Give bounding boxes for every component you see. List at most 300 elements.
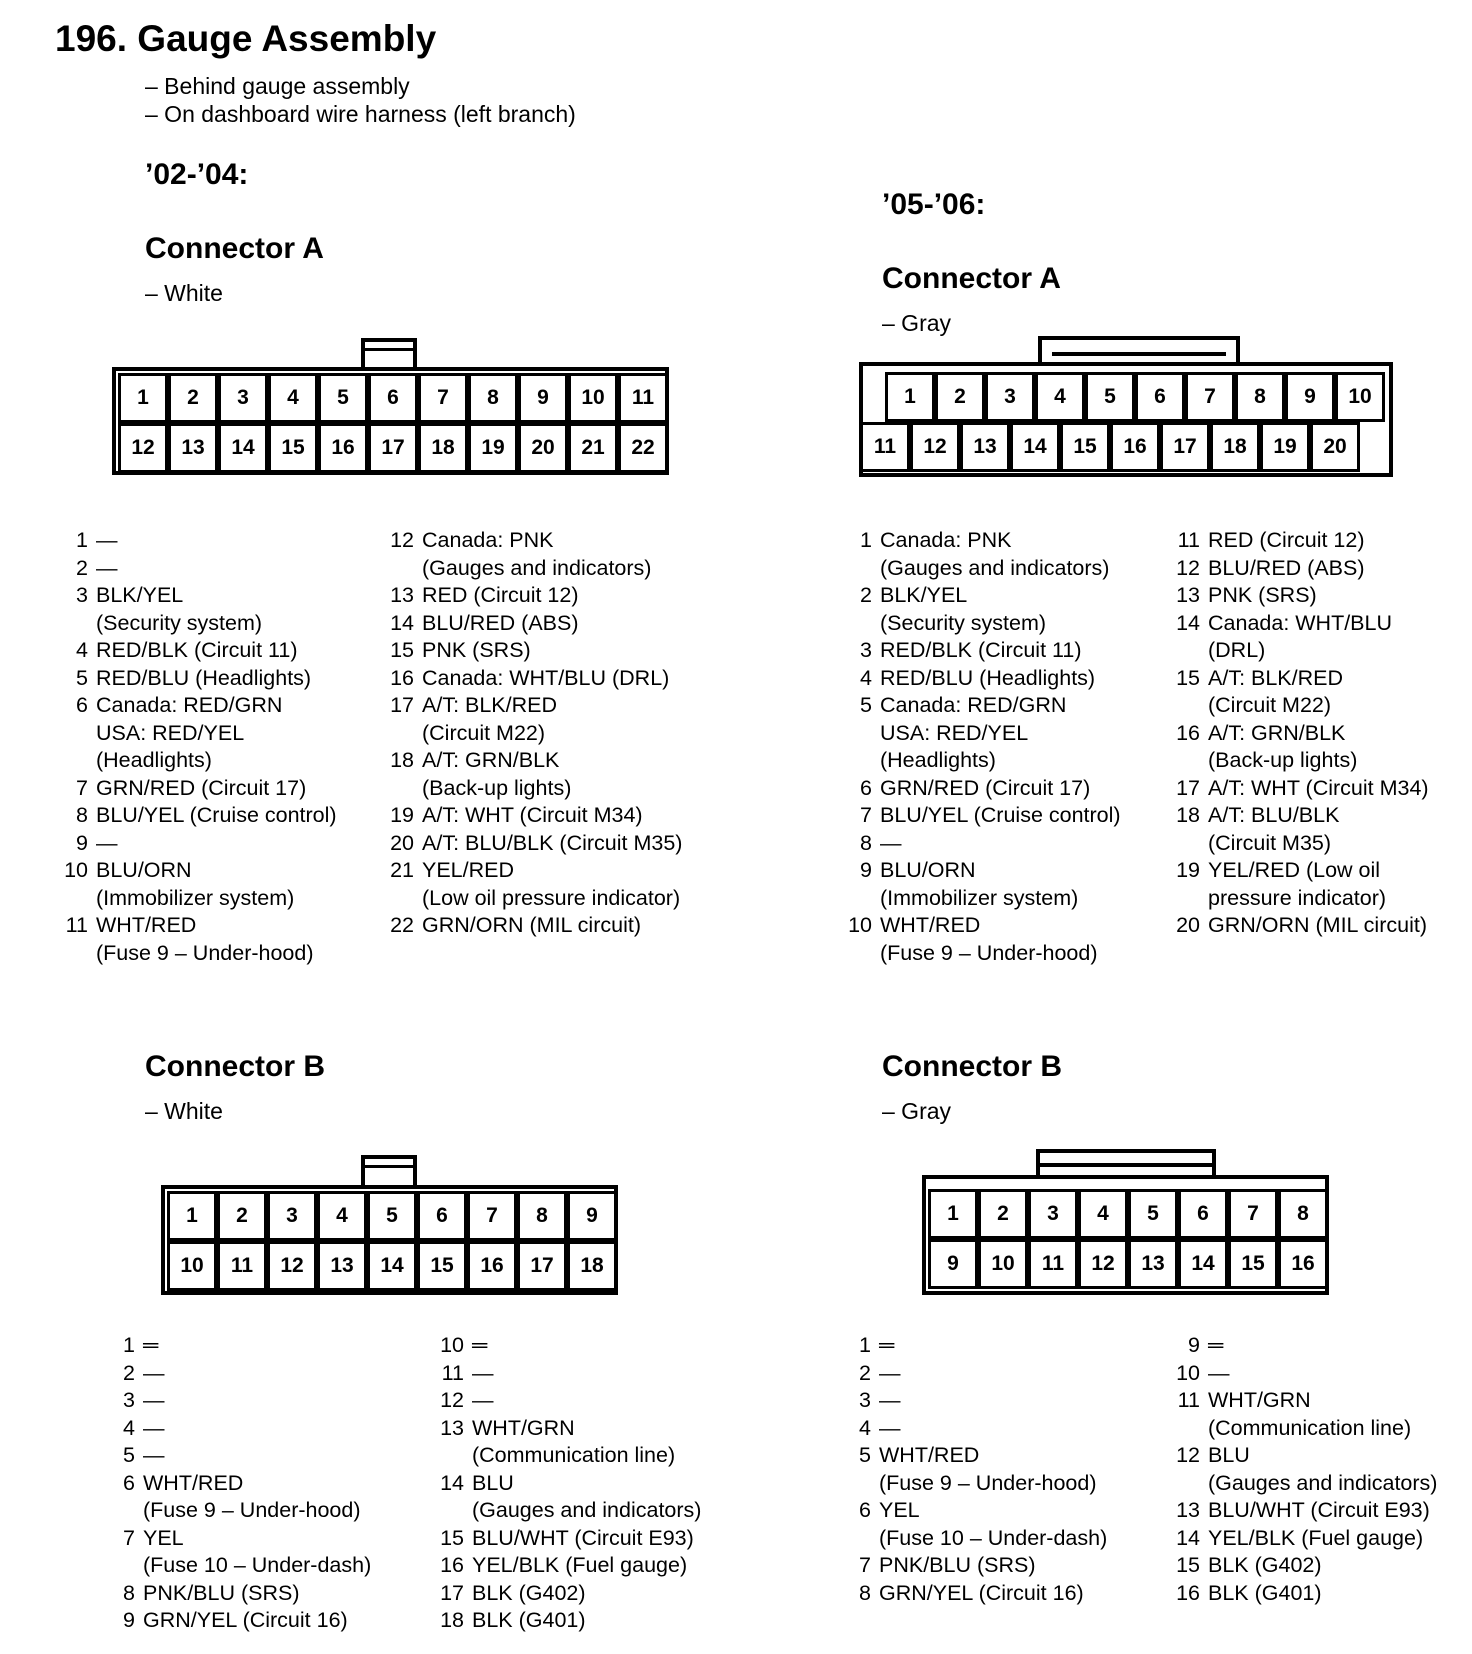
pin-entry bbox=[1174, 665, 1429, 720]
pin-cell: 14 bbox=[367, 1241, 417, 1291]
pin-desc: Canada: WHT/BLU (DRL) bbox=[422, 665, 670, 690]
connector-a-pins-0204-left bbox=[62, 527, 337, 967]
connector-a-diagram-0204 bbox=[112, 367, 669, 475]
pin-number: 4 bbox=[860, 665, 872, 690]
pin-entry bbox=[438, 1415, 701, 1470]
pin-cell: 10 bbox=[1335, 372, 1385, 422]
pin-entry bbox=[848, 857, 1121, 912]
pin-entry bbox=[388, 637, 682, 665]
pin-desc: A/T: BLU/BLK (Circuit M35) bbox=[1208, 803, 1340, 855]
pin-entry bbox=[1174, 1332, 1437, 1360]
pin-number: 6 bbox=[859, 1498, 871, 1522]
pin-number: 4 bbox=[123, 1415, 135, 1440]
pin-cell: 1 bbox=[118, 373, 168, 423]
location-2: – On dashboard wire harness (left branch) bbox=[145, 101, 576, 127]
pin-entry bbox=[62, 857, 337, 912]
pin-number: 9 bbox=[1188, 1333, 1200, 1357]
pin-number: 15 bbox=[440, 1525, 464, 1550]
pin-number: 10 bbox=[1176, 1360, 1200, 1385]
connector-a-title-0204: Connector A bbox=[145, 232, 324, 265]
pin-number: 18 bbox=[440, 1608, 464, 1632]
connector-b-diagram-0506 bbox=[922, 1175, 1329, 1295]
pin-cell: 7 bbox=[467, 1191, 517, 1241]
page-title: 196. Gauge Assembly bbox=[55, 18, 437, 59]
pin-entry bbox=[848, 582, 1121, 637]
pin-entry bbox=[388, 582, 682, 610]
pin-cell: 19 bbox=[468, 423, 518, 473]
pin-desc: ═ bbox=[143, 1333, 159, 1357]
pin-number: 6 bbox=[860, 775, 872, 800]
pin-cell: 9 bbox=[518, 373, 568, 423]
pin-desc: WHT/GRN (Communication line) bbox=[1208, 1388, 1412, 1440]
pin-desc: A/T: BLU/BLK (Circuit M35) bbox=[422, 830, 683, 855]
pin-cell: 10 bbox=[978, 1239, 1028, 1289]
pin-cell: 14 bbox=[218, 423, 268, 473]
pin-cell: 8 bbox=[1235, 372, 1285, 422]
pin-number: 4 bbox=[859, 1415, 871, 1440]
pin-number: 10 bbox=[64, 858, 88, 882]
pin-number: 8 bbox=[123, 1580, 135, 1605]
pin-entry bbox=[848, 665, 1121, 693]
pin-number: 13 bbox=[390, 583, 414, 607]
pin-entry bbox=[438, 1387, 701, 1415]
pin-desc: PNK (SRS) bbox=[1208, 583, 1317, 607]
pin-number: 1 bbox=[860, 528, 872, 552]
pin-number: 7 bbox=[76, 775, 88, 800]
pin-entry bbox=[388, 830, 682, 858]
pin-cell: 11 bbox=[1028, 1239, 1078, 1289]
pin-desc: BLU/YEL (Cruise control) bbox=[96, 803, 337, 827]
cells bbox=[928, 1189, 1328, 1289]
pin-entry bbox=[1174, 1497, 1437, 1525]
cells bbox=[167, 1191, 617, 1291]
pin-entry bbox=[849, 1387, 1107, 1415]
pin-entry bbox=[388, 802, 682, 830]
pin-cell: 12 bbox=[1078, 1239, 1128, 1289]
pin-cell: 1 bbox=[928, 1189, 978, 1239]
pin-cell: 3 bbox=[1028, 1189, 1078, 1239]
pin-desc: — bbox=[472, 1388, 494, 1412]
pin-desc: RED (Circuit 12) bbox=[422, 583, 579, 607]
pin-cell: 18 bbox=[1210, 422, 1260, 472]
pin-desc: — bbox=[143, 1388, 165, 1412]
pin-cell: 14 bbox=[1010, 422, 1060, 472]
cells bbox=[118, 373, 668, 473]
connector-a-color-0204: – White bbox=[145, 280, 223, 306]
pin-number: 8 bbox=[76, 803, 88, 827]
pin-desc: BLU/WHT (Circuit E93) bbox=[472, 1525, 694, 1550]
pin-desc: YEL/RED (Low oil pressure indicator) bbox=[422, 858, 681, 910]
pin-entry bbox=[438, 1470, 701, 1525]
pin-entry bbox=[113, 1360, 371, 1388]
pin-number: 3 bbox=[859, 1388, 871, 1412]
pin-cell: 17 bbox=[517, 1241, 567, 1291]
pin-number: 10 bbox=[848, 913, 872, 937]
pin-number: 15 bbox=[1176, 665, 1200, 690]
pin-desc: BLK/YEL (Security system) bbox=[880, 583, 1047, 635]
pin-number: 1 bbox=[123, 1333, 135, 1357]
pin-desc: BLU/RED (ABS) bbox=[1208, 555, 1365, 580]
pin-cell: 5 bbox=[367, 1191, 417, 1241]
pin-number: 6 bbox=[76, 693, 88, 717]
pin-desc: WHT/GRN (Communication line) bbox=[472, 1415, 676, 1467]
pin-cell: 13 bbox=[317, 1241, 367, 1291]
pin-number: 16 bbox=[390, 665, 414, 690]
pin-cell: 20 bbox=[1310, 422, 1360, 472]
pin-number: 20 bbox=[1176, 913, 1200, 937]
pin-desc: PNK (SRS) bbox=[422, 638, 531, 662]
pin-cell: 5 bbox=[318, 373, 368, 423]
pin-cell: 8 bbox=[1278, 1189, 1328, 1239]
pin-entry bbox=[438, 1580, 701, 1608]
pin-number: 1 bbox=[859, 1333, 871, 1357]
pin-cell: 12 bbox=[267, 1241, 317, 1291]
pin-entry bbox=[113, 1470, 371, 1525]
pin-desc: — bbox=[879, 1415, 901, 1440]
pin-cell: 13 bbox=[960, 422, 1010, 472]
pin-desc: BLU/WHT (Circuit E93) bbox=[1208, 1498, 1430, 1522]
year-label-0506: ’05-’06: bbox=[882, 188, 986, 221]
pin-number: 17 bbox=[440, 1580, 464, 1605]
connector-b-pins-0506-right bbox=[1174, 1332, 1437, 1607]
pin-desc: WHT/RED (Fuse 9 – Under-hood) bbox=[96, 913, 314, 965]
pin-entry bbox=[848, 637, 1121, 665]
pin-desc: — bbox=[143, 1443, 165, 1467]
pin-number: 18 bbox=[390, 748, 414, 772]
pin-desc: GRN/YEL (Circuit 16) bbox=[879, 1580, 1084, 1605]
pin-cell: 4 bbox=[1035, 372, 1085, 422]
pin-entry bbox=[849, 1332, 1107, 1360]
pin-cell: 18 bbox=[567, 1241, 617, 1291]
pin-entry bbox=[438, 1360, 701, 1388]
pin-cell: 6 bbox=[1135, 372, 1185, 422]
pin-desc: BLK (G401) bbox=[472, 1608, 586, 1632]
pin-entry bbox=[1174, 555, 1429, 583]
connector-a-pins-0204-right bbox=[388, 527, 682, 940]
pin-number: 4 bbox=[76, 638, 88, 662]
pin-desc: BLU (Gauges and indicators) bbox=[472, 1470, 702, 1522]
pin-cell: 8 bbox=[468, 373, 518, 423]
pin-entry bbox=[1174, 1580, 1437, 1608]
pin-entry bbox=[438, 1552, 701, 1580]
pin-desc: BLU (Gauges and indicators) bbox=[1208, 1443, 1438, 1495]
pin-number: 12 bbox=[1176, 1443, 1200, 1467]
pin-cell: 12 bbox=[118, 423, 168, 473]
pin-number: 10 bbox=[440, 1333, 464, 1357]
pin-number: 2 bbox=[859, 1360, 871, 1385]
connector-a-pins-0506-right bbox=[1174, 527, 1429, 940]
pin-desc: BLU/ORN (Immobilizer system) bbox=[880, 858, 1079, 910]
pin-desc: — bbox=[96, 830, 118, 855]
pin-desc: GRN/RED (Circuit 17) bbox=[880, 775, 1091, 800]
pin-entry bbox=[848, 802, 1121, 830]
pin-number: 17 bbox=[390, 693, 414, 717]
pin-number: 6 bbox=[123, 1470, 135, 1495]
pin-cell: 14 bbox=[1178, 1239, 1228, 1289]
pin-number: 13 bbox=[1176, 583, 1200, 607]
pin-cell: 22 bbox=[618, 423, 668, 473]
pin-number: 9 bbox=[860, 858, 872, 882]
pin-desc: YEL/BLK (Fuel gauge) bbox=[472, 1553, 688, 1577]
pin-desc: PNK/BLU (SRS) bbox=[879, 1553, 1036, 1577]
pin-entry bbox=[62, 830, 337, 858]
pin-entry bbox=[62, 912, 337, 967]
pin-desc: A/T: WHT (Circuit M34) bbox=[422, 803, 643, 827]
pin-cell: 15 bbox=[417, 1241, 467, 1291]
pin-entry bbox=[113, 1580, 371, 1608]
pin-number: 14 bbox=[1176, 1525, 1200, 1550]
pin-number: 1 bbox=[76, 528, 88, 552]
pin-cell: 6 bbox=[1178, 1189, 1228, 1239]
pin-cell: 2 bbox=[978, 1189, 1028, 1239]
pin-number: 16 bbox=[1176, 720, 1200, 745]
pin-number: 12 bbox=[390, 528, 414, 552]
pin-cell: 4 bbox=[268, 373, 318, 423]
pin-number: 22 bbox=[390, 913, 414, 937]
pin-entry bbox=[388, 610, 682, 638]
pin-desc: RED/BLU (Headlights) bbox=[880, 665, 1096, 690]
pin-entry bbox=[113, 1607, 371, 1635]
pin-entry bbox=[849, 1442, 1107, 1497]
pin-number: 12 bbox=[1176, 555, 1200, 580]
pin-entry bbox=[848, 692, 1121, 775]
pin-entry bbox=[849, 1552, 1107, 1580]
pin-entry bbox=[113, 1442, 371, 1470]
connector-b-title-0506: Connector B bbox=[882, 1050, 1062, 1083]
pin-entry bbox=[113, 1525, 371, 1580]
pin-number: 21 bbox=[390, 858, 414, 882]
pin-number: 11 bbox=[1177, 528, 1200, 552]
pin-desc: ═ bbox=[879, 1333, 895, 1357]
pin-number: 5 bbox=[859, 1443, 871, 1467]
pin-number: 5 bbox=[860, 693, 872, 717]
pin-entry bbox=[848, 830, 1121, 858]
pin-cell: 15 bbox=[1228, 1239, 1278, 1289]
pin-cell: 7 bbox=[1228, 1189, 1278, 1239]
pin-cell: 21 bbox=[568, 423, 618, 473]
pin-cell: 3 bbox=[985, 372, 1035, 422]
pin-desc: — bbox=[880, 830, 902, 855]
pin-desc: YEL (Fuse 10 – Under-dash) bbox=[143, 1525, 372, 1577]
pin-cell: 9 bbox=[567, 1191, 617, 1241]
pin-desc: RED/BLK (Circuit 11) bbox=[96, 638, 298, 662]
pin-number: 3 bbox=[860, 638, 872, 662]
pin-cell: 8 bbox=[517, 1191, 567, 1241]
connector-b-color-0506: – Gray bbox=[882, 1098, 952, 1124]
pin-cell: 19 bbox=[1260, 422, 1310, 472]
pin-desc: BLK (G402) bbox=[472, 1580, 586, 1605]
pin-number: 14 bbox=[1176, 610, 1200, 635]
pin-number: 7 bbox=[860, 803, 872, 827]
connector-a-diagram-0506 bbox=[859, 362, 1393, 477]
connector-b-color-0204: – White bbox=[145, 1098, 223, 1124]
pin-number: 7 bbox=[859, 1553, 871, 1577]
pin-entry bbox=[1174, 527, 1429, 555]
pin-desc: A/T: BLK/RED (Circuit M22) bbox=[422, 693, 558, 745]
pin-number: 2 bbox=[76, 555, 88, 580]
pin-cell: 16 bbox=[318, 423, 368, 473]
pin-cell: 6 bbox=[417, 1191, 467, 1241]
pin-number: 3 bbox=[123, 1388, 135, 1412]
pin-number: 2 bbox=[123, 1360, 135, 1385]
pin-desc: YEL/RED (Low oil pressure indicator) bbox=[1208, 858, 1387, 910]
pin-entry bbox=[848, 527, 1121, 582]
pin-number: 19 bbox=[1176, 858, 1200, 882]
pin-cell: 4 bbox=[317, 1191, 367, 1241]
pin-cell: 5 bbox=[1085, 372, 1135, 422]
pin-desc: PNK/BLU (SRS) bbox=[143, 1580, 300, 1605]
pin-cell: 11 bbox=[217, 1241, 267, 1291]
pin-cell: 15 bbox=[268, 423, 318, 473]
pin-number: 13 bbox=[1176, 1498, 1200, 1522]
pin-entry bbox=[1174, 775, 1429, 803]
pin-desc: GRN/ORN (MIL circuit) bbox=[1208, 913, 1427, 937]
cells bbox=[860, 422, 1360, 472]
pin-desc: A/T: GRN/BLK (Back-up lights) bbox=[422, 748, 572, 800]
pin-entry bbox=[62, 582, 337, 637]
pin-entry bbox=[1174, 857, 1429, 912]
pin-entry bbox=[849, 1497, 1107, 1552]
pin-cell: 11 bbox=[860, 422, 910, 472]
pin-number: 13 bbox=[440, 1415, 464, 1440]
pin-desc: BLK (G402) bbox=[1208, 1553, 1322, 1577]
pin-desc: — bbox=[143, 1415, 165, 1440]
pin-desc: A/T: GRN/BLK (Back-up lights) bbox=[1208, 720, 1358, 772]
pin-entry bbox=[438, 1607, 701, 1635]
pin-entry bbox=[1174, 1442, 1437, 1497]
connector-a-color-0506: – Gray bbox=[882, 310, 952, 336]
pin-entry bbox=[62, 692, 337, 775]
pin-number: 8 bbox=[859, 1580, 871, 1605]
connector-b-pins-0506-left bbox=[849, 1332, 1107, 1607]
pin-entry bbox=[1174, 1552, 1437, 1580]
pin-cell: 5 bbox=[1128, 1189, 1178, 1239]
pin-cell: 10 bbox=[568, 373, 618, 423]
pin-number: 8 bbox=[860, 830, 872, 855]
pin-number: 7 bbox=[123, 1525, 135, 1550]
pin-desc: YEL/BLK (Fuel gauge) bbox=[1208, 1525, 1424, 1550]
pin-number: 9 bbox=[123, 1608, 135, 1632]
connector-a-title-0506: Connector A bbox=[882, 262, 1061, 295]
pin-cell: 2 bbox=[935, 372, 985, 422]
pin-cell: 18 bbox=[418, 423, 468, 473]
pin-cell: 2 bbox=[168, 373, 218, 423]
pin-desc: RED/BLU (Headlights) bbox=[96, 665, 312, 690]
pin-desc: — bbox=[96, 528, 118, 552]
pin-cell: 20 bbox=[518, 423, 568, 473]
connector-b-diagram-0204 bbox=[161, 1185, 618, 1295]
pin-entry bbox=[1174, 582, 1429, 610]
connector-a-pins-0506-left bbox=[848, 527, 1121, 967]
pin-entry bbox=[848, 775, 1121, 803]
pin-number: 19 bbox=[390, 803, 414, 827]
pin-cell: 15 bbox=[1060, 422, 1110, 472]
pin-entry bbox=[62, 637, 337, 665]
pin-cell: 10 bbox=[167, 1241, 217, 1291]
pin-number: 5 bbox=[123, 1443, 135, 1467]
pin-entry bbox=[1174, 802, 1429, 857]
pin-desc: ═ bbox=[1208, 1333, 1224, 1357]
pin-cell: 16 bbox=[1110, 422, 1160, 472]
pin-number: 14 bbox=[440, 1470, 464, 1495]
pin-desc: A/T: BLK/RED (Circuit M22) bbox=[1208, 665, 1344, 717]
pin-cell: 3 bbox=[218, 373, 268, 423]
pin-cell: 12 bbox=[910, 422, 960, 472]
pin-entry bbox=[388, 692, 682, 747]
pin-number: 12 bbox=[440, 1388, 464, 1412]
pin-desc: RED/BLK (Circuit 11) bbox=[880, 638, 1082, 662]
pin-cell: 7 bbox=[1185, 372, 1235, 422]
pin-entry bbox=[849, 1580, 1107, 1608]
pin-cell: 17 bbox=[368, 423, 418, 473]
pin-desc: BLK/YEL (Security system) bbox=[96, 583, 263, 635]
pin-entry bbox=[1174, 1360, 1437, 1388]
pin-entry bbox=[1174, 1387, 1437, 1442]
pin-entry bbox=[1174, 912, 1429, 940]
pin-number: 18 bbox=[1176, 803, 1200, 827]
pin-entry bbox=[62, 555, 337, 583]
pin-entry bbox=[113, 1387, 371, 1415]
connector-b-pins-0204-left bbox=[113, 1332, 371, 1635]
pin-entry bbox=[62, 527, 337, 555]
pin-desc: YEL (Fuse 10 – Under-dash) bbox=[879, 1498, 1108, 1550]
pin-cell: 1 bbox=[167, 1191, 217, 1241]
pin-number: 9 bbox=[76, 830, 88, 855]
pin-number: 2 bbox=[860, 583, 872, 607]
pin-number: 20 bbox=[390, 830, 414, 855]
pin-cell: 17 bbox=[1160, 422, 1210, 472]
pin-number: 15 bbox=[1176, 1553, 1200, 1577]
pin-entry bbox=[848, 912, 1121, 967]
pin-entry bbox=[62, 802, 337, 830]
pin-entry bbox=[1174, 720, 1429, 775]
connector-b-pins-0204-right bbox=[438, 1332, 701, 1635]
pin-desc: Canada: PNK (Gauges and indicators) bbox=[422, 528, 652, 580]
pin-entry bbox=[849, 1415, 1107, 1443]
pin-number: 5 bbox=[76, 665, 88, 690]
pin-cell: 13 bbox=[168, 423, 218, 473]
pin-entry bbox=[849, 1360, 1107, 1388]
pin-cell: 6 bbox=[368, 373, 418, 423]
pin-desc: BLU/RED (ABS) bbox=[422, 610, 579, 635]
pin-entry bbox=[438, 1525, 701, 1553]
pin-desc: BLK (G401) bbox=[1208, 1580, 1322, 1605]
pin-desc: GRN/ORN (MIL circuit) bbox=[422, 913, 641, 937]
pin-cell: 7 bbox=[418, 373, 468, 423]
connector-b-title-0204: Connector B bbox=[145, 1050, 325, 1083]
pin-desc: Canada: PNK (Gauges and indicators) bbox=[880, 528, 1110, 580]
pin-number: 16 bbox=[1176, 1580, 1200, 1605]
pin-desc: Canada: WHT/BLU (DRL) bbox=[1208, 610, 1393, 662]
pin-entry bbox=[388, 857, 682, 912]
pin-cell: 9 bbox=[928, 1239, 978, 1289]
pin-desc: WHT/RED (Fuse 9 – Under-hood) bbox=[879, 1443, 1097, 1495]
pin-entry bbox=[388, 527, 682, 582]
year-label-0204: ’02-’04: bbox=[145, 158, 249, 191]
pin-desc: — bbox=[472, 1360, 494, 1385]
pin-cell: 16 bbox=[1278, 1239, 1328, 1289]
pin-cell: 1 bbox=[885, 372, 935, 422]
pin-entry bbox=[1174, 1525, 1437, 1553]
pin-number: 11 bbox=[441, 1360, 464, 1385]
pin-desc: — bbox=[879, 1360, 901, 1385]
pin-desc: Canada: RED/GRN USA: RED/YEL (Headlights) bbox=[96, 693, 283, 772]
pin-desc: BLU/ORN (Immobilizer system) bbox=[96, 858, 295, 910]
pin-cell: 9 bbox=[1285, 372, 1335, 422]
pin-number: 3 bbox=[76, 583, 88, 607]
pin-desc: ═ bbox=[472, 1333, 488, 1357]
pin-entry bbox=[388, 747, 682, 802]
